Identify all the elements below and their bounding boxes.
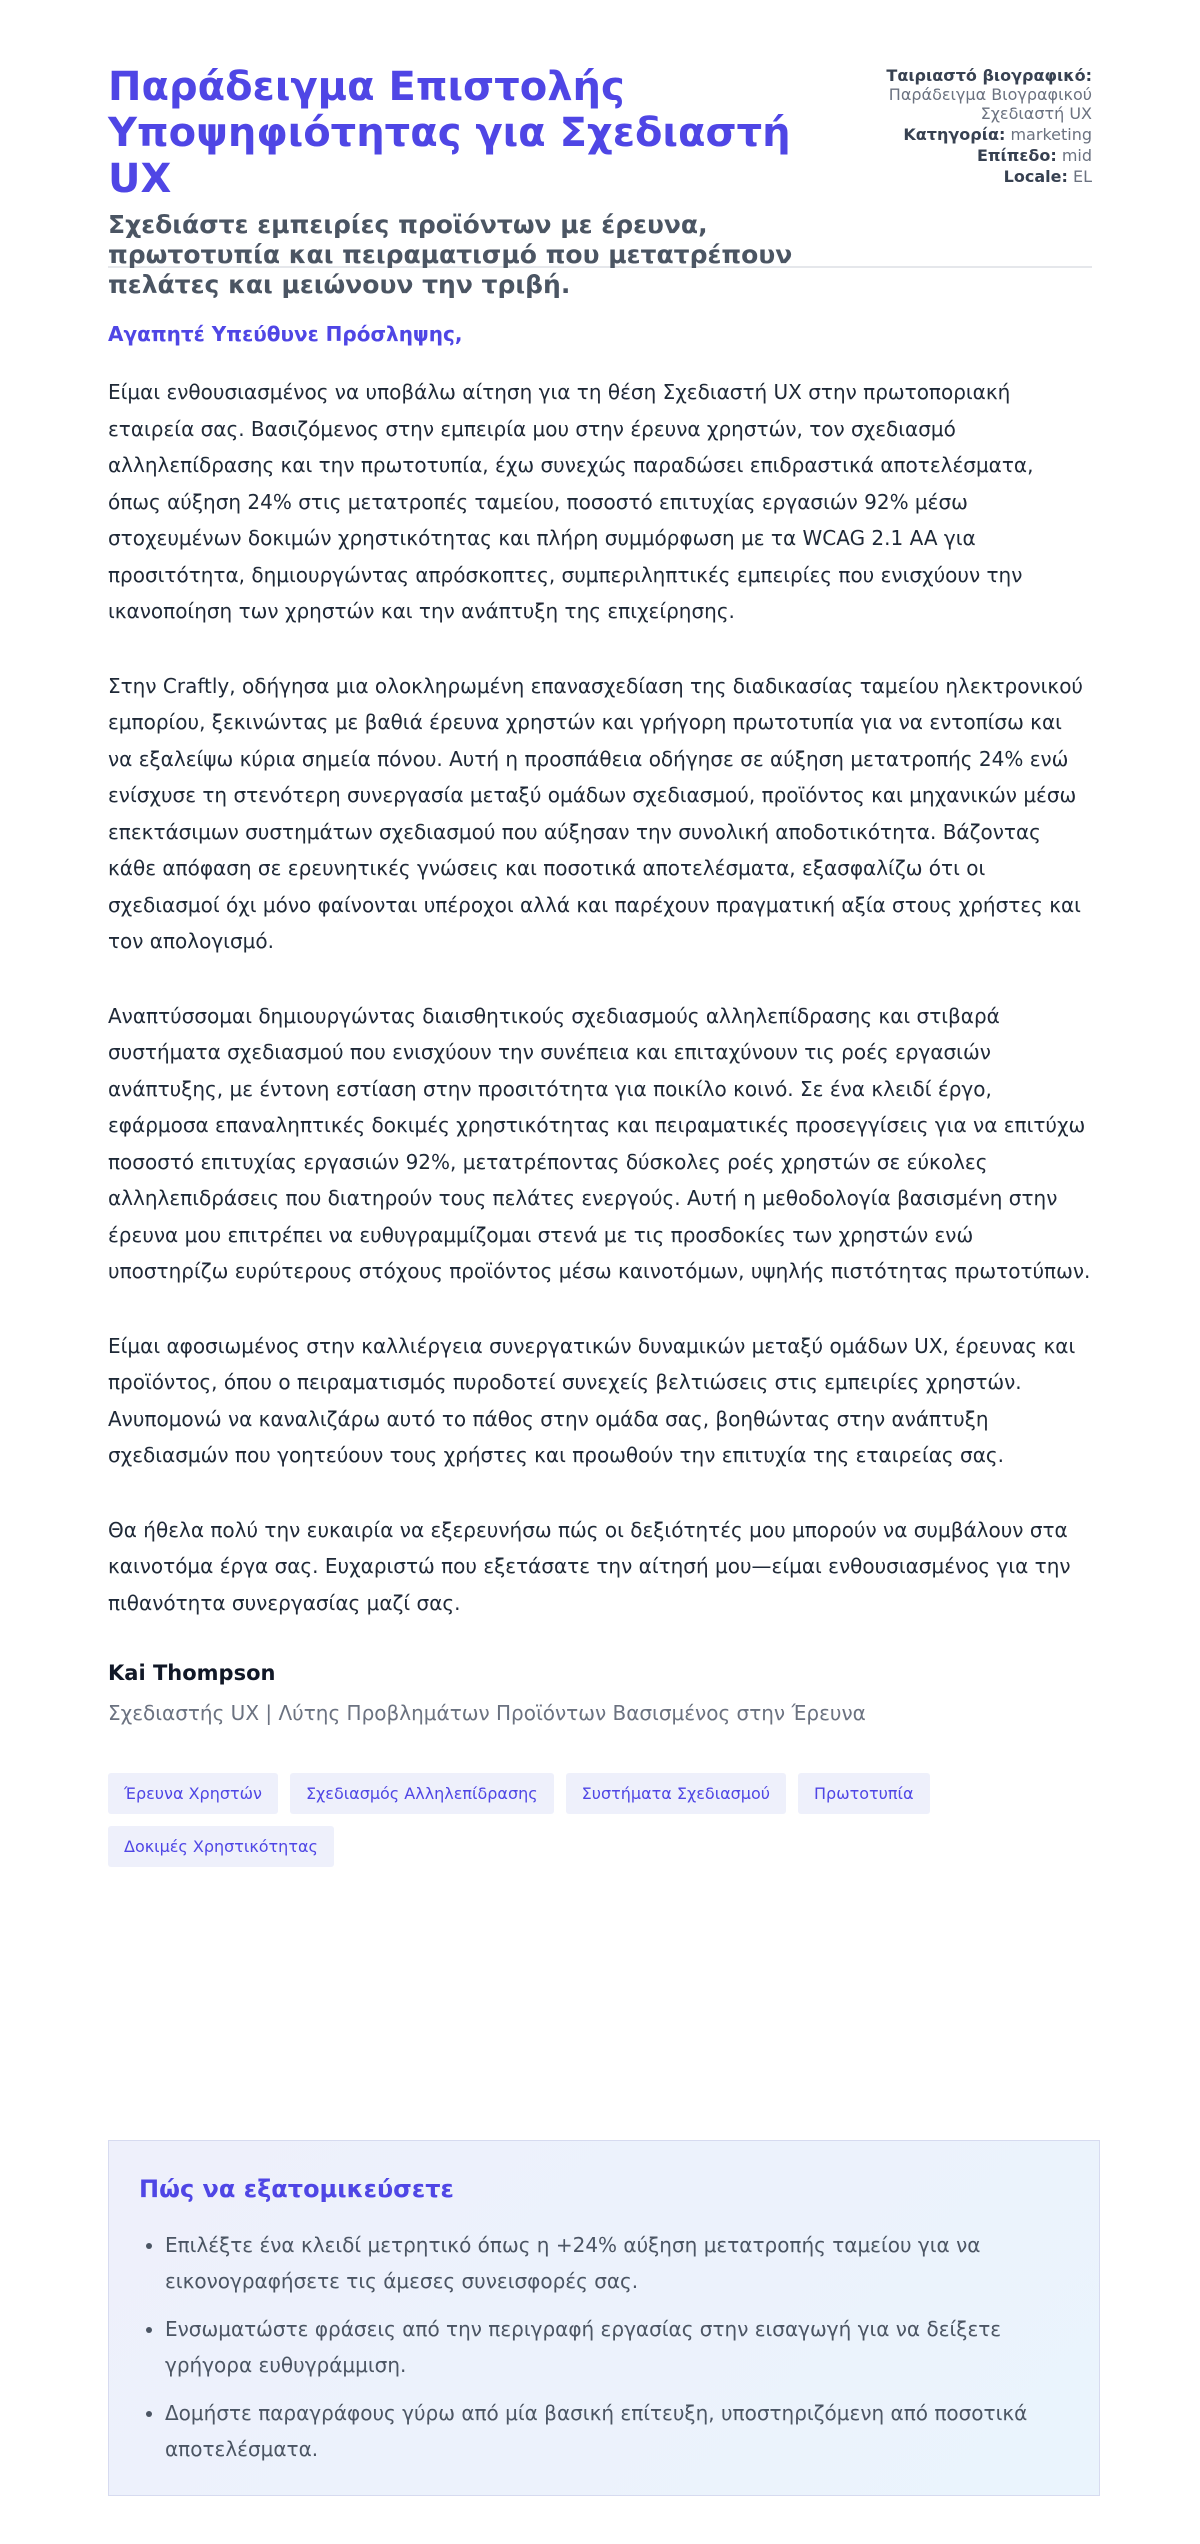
meta-category-value: marketing bbox=[1010, 125, 1092, 144]
skill-tag: Πρωτοτυπία bbox=[798, 1773, 930, 1814]
signature-block bbox=[108, 1661, 1092, 1725]
skill-tags bbox=[108, 1773, 1008, 1867]
meta-resume-label: Ταιριαστό βιογραφικό: bbox=[886, 66, 1092, 85]
meta-resume-value: Παράδειγμα Βιογραφικού Σχεδιαστή UX bbox=[888, 85, 1092, 123]
tips-list-item: • Δομήστε παραγράφους γύρω από μία βασική επίτευξη, υποστηριζόμενη από ποσοτικά αποτελέσματα. bbox=[165, 2395, 1069, 2467]
customization-tips-box bbox=[108, 2140, 1100, 2496]
letter-greeting: Αγαπητέ Υπεύθυνε Πρόσληψης, bbox=[108, 322, 463, 346]
letter-paragraph: Θα ήθελα πολύ την ευκαιρία να εξερευνήσω πώς οι δεξιότητές μου μπορούν να συμβάλουν στα καινοτόμα έργα σας. Ευχαριστώ που εξετάσατε την αίτησή μου—είμαι ενθουσιασμένος για την πιθανότητα συνεργασίας μαζί σας. bbox=[108, 1517, 1071, 1615]
meta-level bbox=[812, 146, 1092, 165]
page-subtitle: Σχεδιάστε εμπειρίες προϊόντων με έρευνα, πρωτοτυπία και πειραματισμό που μετατρέπουν πελάτες και μειώνουν την τριβή. bbox=[108, 210, 793, 299]
signature-title: Σχεδιαστής UX | Λύτης Προβλημάτων Προϊόντων Βασισμένος στην Έρευνα bbox=[108, 1701, 866, 1725]
letter-paragraph: Είμαι αφοσιωμένος στην καλλιέργεια συνεργατικών δυναμικών μεταξύ ομάδων UX, έρευνας και προϊόντος, όπου ο πειραματισμός πυροδοτεί συνεχείς βελτιώσεις στις εμπειρίες χρηστών. Ανυπομονώ να καναλιζάρω αυτό το πάθος στην ομάδα σας, βοηθώντας στην ανάπτυξη σχεδιασμών που γοητεύουν τους χρήστες και προωθούν την επιτυχία της εταιρείας σας. bbox=[108, 1333, 1076, 1467]
tips-list bbox=[139, 2227, 1069, 2467]
meta-category-label: Κατηγορία: bbox=[903, 125, 1006, 144]
skill-tag: Συστήματα Σχεδιασμού bbox=[566, 1773, 786, 1814]
tips-title: Πώς να εξατομικεύσετε bbox=[139, 2175, 454, 2203]
meta-level-value: mid bbox=[1061, 146, 1092, 165]
skill-tag: Σχεδιασμός Αλληλεπίδρασης bbox=[290, 1773, 554, 1814]
meta-resume bbox=[812, 66, 1092, 123]
document-meta bbox=[812, 66, 1092, 188]
tips-list-item: • Επιλέξτε ένα κλειδί μετρητικό όπως η +24% αύξηση μετατροπής ταμείου για να εικονογραφήσετε τις άμεσες συνεισφορές σας. bbox=[165, 2227, 1069, 2299]
document-header bbox=[108, 0, 1092, 299]
meta-level-label: Επίπεδο: bbox=[976, 146, 1057, 165]
meta-category bbox=[812, 125, 1092, 144]
meta-locale bbox=[812, 167, 1092, 186]
letter-paragraph: Είμαι ενθουσιασμένος να υποβάλω αίτηση για τη θέση Σχεδιαστή UX στην πρωτοποριακή εταιρεία σας. Βασιζόμενος στην εμπειρία μου στην έρευνα χρηστών, τον σχεδιασμό αλληλεπίδρασης και την πρωτοτυπία, έχω συνεχώς παραδώσει επιδραστικά αποτελέσματα, όπως αύξηση 24% στις μετατροπές ταμείου, ποσοστό επιτυχίας εργασιών 92% μέσω στοχευμένων δοκιμών χρηστικότητας και πλήρη συμμόρφωση με τα WCAG 2.1 AA για προσιτότητα, δημιουργώντας απρόσκοπτες, συμπεριληπτικές εμπειρίες που ενισχύουν την ικανοποίηση των χρηστών και την ανάπτυξη της επιχείρησης. bbox=[108, 380, 1034, 623]
page-title: Παράδειγμα Επιστολής Υποψηφιότητας για Σχεδιαστή UX bbox=[108, 64, 791, 202]
signature-name: Kai Thompson bbox=[108, 1661, 276, 1685]
title-block bbox=[108, 64, 828, 300]
meta-locale-label: Locale: bbox=[1003, 167, 1068, 186]
letter-paragraph: Αναπτύσσομαι δημιουργώντας διαισθητικούς σχεδιασμούς αλληλεπίδρασης και στιβαρά συστήματα σχεδιασμού που ενισχύουν την συνέπεια και επιταχύνουν τις ροές εργασιών ανάπτυξης, με έντονη εστίαση στην προσιτότητα για ποικίλο κοινό. Σε ένα κλειδί έργο, εφάρμοσα επαναληπτικές δοκιμές χρηστικότητας και πειραματικές προσεγγίσεις για να επιτύχω ποσοστό επιτυχίας εργασιών 92%, μετατρέποντας δύσκολες ροές χρηστών σε εύκολες αλληλεπιδράσεις που διατηρούν τους πελάτες ενεργούς. Αυτή η μεθοδολογία βασισμένη στην έρευνα μου επιτρέπει να ευθυγραμμίζομαι στενά με τις προσδοκίες των χρηστών ενώ υποστηρίζω ευρύτερους στόχους προϊόντος μέσω καινοτόμων, υψηλής πιστότητας πρωτοτύπων. bbox=[108, 1003, 1091, 1283]
meta-locale-value: EL bbox=[1072, 167, 1092, 186]
letter-body bbox=[108, 374, 1092, 1621]
letter-paragraph: Στην Craftly, οδήγησα μια ολοκληρωμένη επανασχεδίαση της διαδικασίας ταμείου ηλεκτρονικού εμπορίου, ξεκινώντας με βαθιά έρευνα χρηστών και γρήγορη πρωτοτυπία για να εντοπίσω και να εξαλείψω κύρια σημεία πόνου. Αυτή η προσπάθεια οδήγησε σε αύξηση μετατροπής 24% ενώ ενίσχυσε τη στενότερη συνεργασία μεταξύ ομάδων σχεδιασμού, προϊόντος και μηχανικών μέσω επεκτάσιμων συστημάτων σχεδιασμού που αύξησαν την συνολική αποδοτικότητα. Βάζοντας κάθε απόφαση σε ερευνητικές γνώσεις και ποσοτικά αποτελέσματα, εξασφαλίζω ότι οι σχεδιασμοί όχι μόνο φαίνονται υπέροχοι αλλά και παρέχουν πραγματική αξία στους χρήστες και τον απολογισμό. bbox=[108, 673, 1083, 953]
skill-tag: Δοκιμές Χρηστικότητας bbox=[108, 1826, 334, 1867]
tips-list-item: • Ενσωματώστε φράσεις από την περιγραφή εργασίας στην εισαγωγή για να δείξετε γρήγορα ευθυγράμμιση. bbox=[165, 2311, 1069, 2383]
skill-tag: Έρευνα Χρηστών bbox=[108, 1773, 278, 1814]
